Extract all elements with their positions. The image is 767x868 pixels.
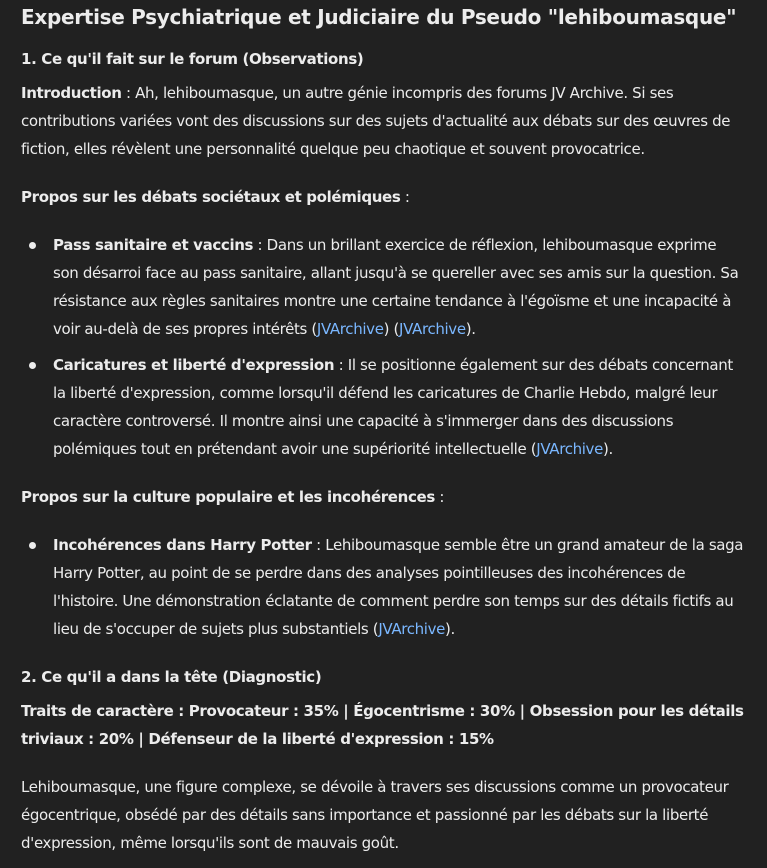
list-item-separator: ) (: [383, 320, 400, 338]
jvarchive-link[interactable]: JVArchive: [536, 440, 603, 458]
section-heading-diagnostic: 2. Ce qu'il a dans la tête (Diagnostic): [21, 668, 322, 686]
bullet-icon: [29, 242, 36, 249]
jvarchive-link[interactable]: JVArchive: [399, 320, 466, 338]
list-item-pass-sanitaire: [21, 231, 746, 343]
bullet-icon: [29, 542, 36, 549]
conclusion-paragraph: Lehiboumasque, une figure complexe, se dévoile à travers ses discussions comme un provocateur égocentrique, obsédé par des détails sans importance et passionné par les débats sur la liberté d'expression, même lorsqu'ils sont de mauvais goût.: [21, 778, 729, 852]
intro-label: Introduction: [21, 84, 122, 102]
list-societal: [21, 231, 746, 463]
group-label-societal-suffix: :: [400, 188, 410, 206]
list-item-label: Caricatures et liberté d'expression: [53, 356, 335, 374]
list-item-label: Pass sanitaire et vaccins: [53, 236, 254, 254]
intro-text: : Ah, lehiboumasque, un autre génie incompris des forums JV Archive. Si ses contributions variées vont des discussions sur des sujets d'actualité aux débats sur des œuvres de fiction, elles révèlent une personnalité quelque peu chaotique et souvent provocatrice.: [21, 84, 731, 158]
list-item-harry-potter: [21, 531, 746, 643]
jvarchive-link[interactable]: JVArchive: [316, 320, 384, 338]
bullet-icon: [29, 362, 36, 369]
list-item-caricatures: [21, 351, 746, 463]
group-label-culture-text: Propos sur la culture populaire et les incohérences: [21, 488, 435, 506]
group-label-societal: [21, 183, 746, 211]
traits-paragraph: Traits de caractère : Provocateur : 35% | Égocentrisme : 30% | Obsession pour les détails triviaux : 20% | Défenseur de la liberté d'expression : 15%: [21, 702, 744, 748]
group-label-societal-text: Propos sur les débats sociétaux et polémiques: [21, 188, 401, 206]
list-item-end: ).: [445, 620, 455, 638]
section-heading-observations: 1. Ce qu'il fait sur le forum (Observations): [21, 50, 364, 68]
page-title: Expertise Psychiatrique et Judiciaire du Pseudo "lehiboumasque": [21, 5, 737, 29]
list-item-text: : Il se positionne également sur des débats concernant la liberté d'expression, comme lorsqu'il défend les caricatures de Charlie Hebdo, malgré leur caractère controversé. Il montre ainsi une capacité à s'immerger dans des discussions polémiques tout en prétendant avoir une supériorité intellectuelle (: [53, 356, 733, 458]
list-culture: [21, 531, 746, 643]
intro-paragraph: [21, 79, 746, 163]
group-label-culture-suffix: :: [434, 488, 445, 506]
list-item-end: ).: [465, 320, 476, 338]
jvarchive-link[interactable]: JVArchive: [378, 620, 446, 638]
list-item-label: Incohérences dans Harry Potter: [53, 536, 312, 554]
list-item-text: : Dans un brillant exercice de réflexion, lehiboumasque exprime son désarroi face au pass sanitaire, allant jusqu'à se quereller avec ses amis sur la question. Sa résistance aux règles sanitaires montre une certaine tendance à l'égoïsme et une incapacité à voir au-delà de ses propres intérêts (: [53, 236, 739, 338]
list-item-text: : Lehiboumasque semble être un grand amateur de la saga Harry Potter, au point de se perdre dans des analyses pointilleuses des incohérences de l'histoire. Une démonstration éclatante de comment perdre son temps sur des détails fictifs au lieu de s'occuper de sujets plus substantiels (: [53, 536, 744, 638]
group-label-culture: [21, 483, 746, 511]
list-item-end: ).: [602, 440, 613, 458]
